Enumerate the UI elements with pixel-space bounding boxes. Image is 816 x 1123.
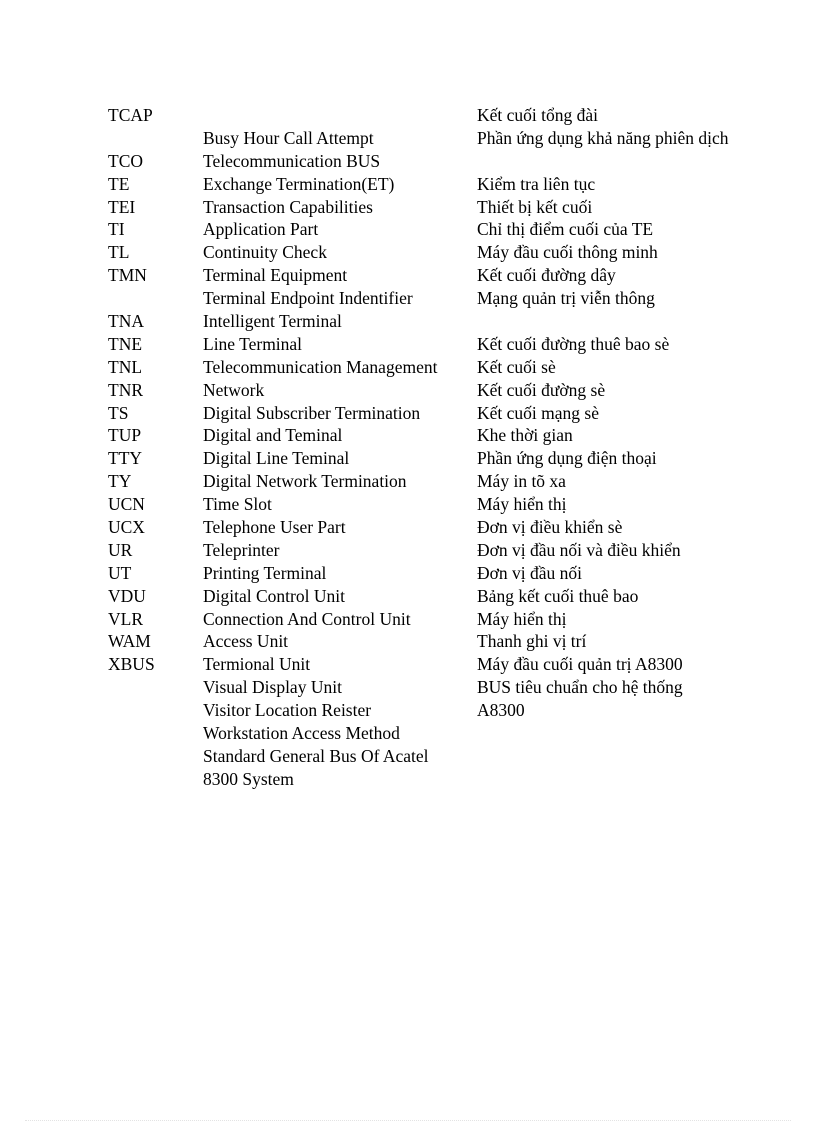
vietnamese-term-item [477,150,807,173]
english-term-item: Access Unit [203,631,289,652]
english-term-item: Teleprinter [203,539,280,560]
vietnamese-term-item: Bảng kết cuối thuê bao [477,585,639,606]
vietnamese-term-item: Kết cuối mạng sè [477,402,599,423]
vietnamese-term-item: Máy đầu cuối thông minh [477,242,658,263]
vietnamese-term-item: Máy hiển thị [477,494,567,515]
vietnamese-term-item: Đơn vị đầu nối [477,562,583,583]
abbreviation-item: TEI [108,196,136,217]
abbreviation-item: TNE [108,333,143,354]
vietnamese-term-item: Thanh ghi vị trí [477,631,587,652]
english-term-item: Exchange Termination(ET) [203,173,395,194]
abbreviation-item: TCO [108,150,143,171]
english-term-item: Termional Unit [203,654,311,675]
english-term-item: Telephone User Part [203,517,346,538]
abbreviation-item: UCN [108,494,145,515]
english-term-item: Transaction Capabilities [203,196,373,217]
vietnamese-term-item: Máy in tõ xa [477,471,566,492]
abbreviation-item: UT [108,562,132,583]
english-term-item: Visitor Location Reister [203,700,372,721]
english-term-item: Visual Display Unit [203,677,342,698]
vietnamese-term-item: Thiết bị kết cuối [477,196,593,217]
english-term-item: Intelligent Terminal [203,311,342,332]
english-term-item: Digital Control Unit [203,585,345,606]
vietnamese-term-item: Mạng quản trị viễn thông [477,288,655,309]
abbreviation-item: UCX [108,517,145,538]
abbreviation-item: TMN [108,265,147,286]
abbreviation-item: TUP [108,425,142,446]
abbreviation-item [108,287,198,310]
vietnamese-term-item: Phần ứng dụng điện thoại [477,448,657,469]
vietnamese-term-item: Kết cuối đường dây [477,265,616,286]
abbreviation-item: WAM [108,631,151,652]
english-term-item: Terminal Endpoint Indentifier [203,288,413,309]
english-term-item: Printing Terminal [203,562,327,583]
abbreviation-item: TI [108,219,125,240]
vietnamese-term-item: Khe thời gian [477,425,573,446]
english-term-item: Application Part [203,219,319,240]
english-term-item: Continuity Check [203,242,327,263]
english-term-item: Digital Network Termination [203,471,407,492]
abbreviation-item: TL [108,242,130,263]
abbreviation-item: TS [108,402,129,423]
abbreviation-item [108,127,198,150]
vietnamese-term-item: A8300 [477,700,525,721]
english-term-item: Workstation Access Method [203,723,400,744]
english-term-item: Line Terminal [203,333,303,354]
vietnamese-term-item: Đơn vị đầu nối và điều khiển [477,539,681,560]
vietnamese-term-item: Máy đầu cuối quản trị A8300 [477,654,683,675]
abbreviation-item: TCAP [108,105,153,125]
vietnamese-term-item: Máy hiển thị [477,608,567,629]
abbreviation-item: VLR [108,608,143,629]
vietnamese-term-column [477,104,807,722]
vietnamese-term-item: Kết cuối tổng đài [477,105,599,125]
abbreviation-column [108,104,198,676]
english-term-item [203,104,471,127]
abbreviation-item: TE [108,173,130,194]
english-term-item: Busy Hour Call Attempt [203,127,374,148]
english-term-item: Terminal Equipment [203,265,348,286]
vietnamese-term-item: Kết cuối đường thuê bao sè [477,333,670,354]
english-term-item: Standard General Bus Of Acatel [203,745,429,766]
abbreviation-item: VDU [108,585,146,606]
vietnamese-term-item: Đơn vị điều khiển sè [477,517,623,538]
vietnamese-term-item [477,310,807,333]
english-term-item: Time Slot [203,494,272,515]
abbreviation-item: TNL [108,356,143,377]
vietnamese-term-item: Kết cuối sè [477,356,556,377]
abbreviation-item: XBUS [108,654,155,675]
vietnamese-term-item: Phần ứng dụng khả năng phiên dịch [477,127,729,148]
english-term-item: Digital Subscriber Termination [203,402,421,423]
vietnamese-term-item: Chỉ thị điểm cuối của TE [477,219,654,240]
english-term-item: Telecommunication Management [203,356,438,377]
abbreviation-item: TY [108,471,132,492]
english-term-item: Network [203,379,265,400]
abbreviation-item: TNR [108,379,143,400]
vietnamese-term-item: BUS tiêu chuẩn cho hệ thống [477,677,683,698]
vietnamese-term-item: Kết cuối đường sè [477,379,606,400]
english-term-item: Telecommunication BUS [203,150,381,171]
abbreviation-item: TTY [108,448,143,469]
abbreviation-item: TNA [108,311,144,332]
page-bottom-divider [25,1120,791,1121]
vietnamese-term-item: Kiểm tra liên tục [477,173,596,194]
english-term-column [203,104,471,791]
english-term-item: Digital Line Teminal [203,448,350,469]
english-term-item: Digital and Teminal [203,425,343,446]
abbreviation-item: UR [108,539,133,560]
english-term-item: Connection And Control Unit [203,608,411,629]
english-term-item: 8300 System [203,768,294,789]
